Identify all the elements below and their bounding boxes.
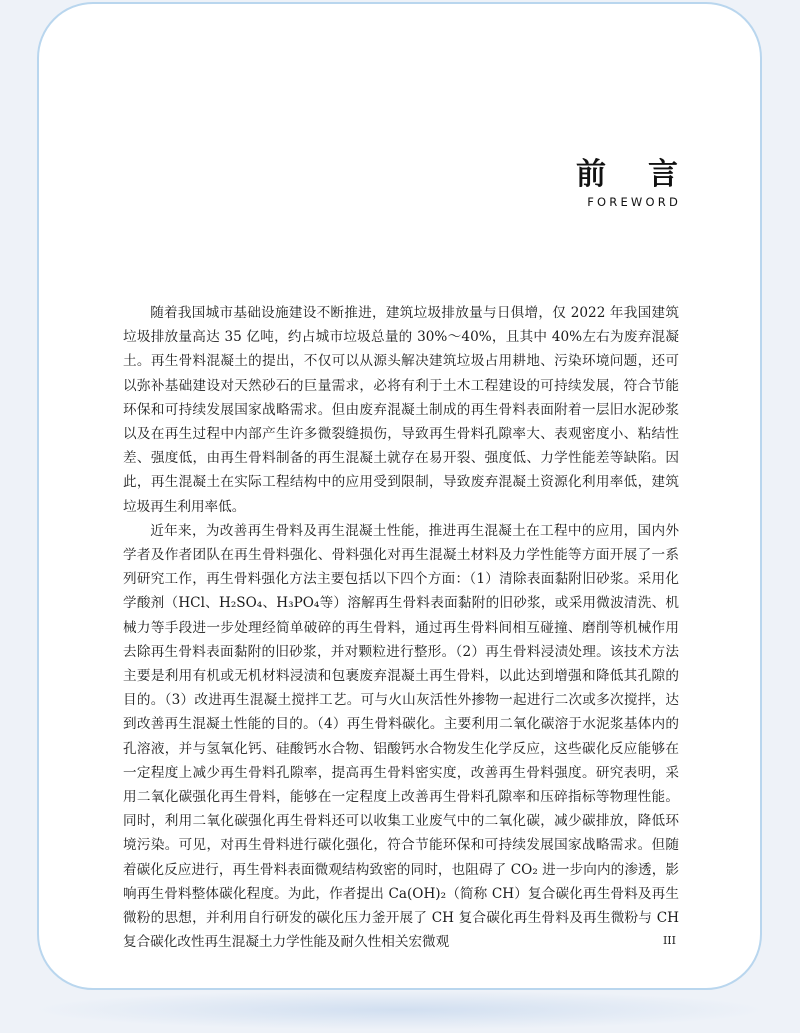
page-number: III [662,934,676,947]
heading-title-en: FOREWORD [587,195,681,209]
foreword-heading [576,157,720,209]
foreword-body [123,301,679,954]
heading-title-zh: 前言 [576,157,720,192]
page-shadow [30,990,770,1030]
paragraph-2: 近年来，为改善再生骨料及再生混凝土性能，推进再生混凝土在工程中的应用，国内外学者及作者团队在再生骨料强化、骨料强化对再生混凝土材料及力学性能等方面开展了一系列研究工作，再生骨料强化方法主要包括以下四个方面：（1）清除表面黏附旧砂浆。采用化学酸剂（HCl、H₂SO₄、H₃PO₄等）溶解再生骨料表面黏附的旧砂浆，或采用微波清洗、机械力等手段进一步处理经简单破碎的再生骨料，通过再生骨料间相互碰撞、磨削等机械作用去除再生骨料表面黏附的旧砂浆，并对颗粒进行整形。（2）再生骨料浸渍处理。该技术方法主要是利用有机或无机材料浸渍和包裹废弃混凝土再生骨料，以此达到增强和降低其孔隙的目的。（3）改进再生混凝土搅拌工艺。可与火山灰活性外掺物一起进行二次或多次搅拌，达到改善再生混凝土性能的目的。（4）再生骨料碳化。主要利用二氧化碳溶于水泥浆基体内的孔溶液，并与氢氧化钙、硅酸钙水合物、铝酸钙水合物发生化学反应，这些碳化反应能够在一定程度上减少再生骨料孔隙率，提高再生骨料密实度，改善再生骨料强度。研究表明，采用二氧化碳强化再生骨料，能够在一定程度上改善再生骨料孔隙率和压碎指标等物理性能。同时，利用二氧化碳强化再生骨料还可以收集工业废气中的二氧化碳，减少碳排放，降低环境污染。可见，对再生骨料进行碳化强化，符合节能环保和可持续发展国家战略需求。但随着碳化反应进行，再生骨料表面微观结构致密的同时，也阻碍了 CO₂ 进一步向内的渗透，影响再生骨料整体碳化程度。为此，作者提出 Ca(OH)₂（简称 CH）复合碳化再生骨料及再生微粉的思想，并利用自行研发的碳化压力釜开展了 CH 复合碳化再生骨料及再生微粉与 CH 复合碳化改性再生混凝土力学性能及耐久性相关宏微观 [123,522,679,951]
paragraph-1: 随着我国城市基础设施建设不断推进，建筑垃圾排放量与日俱增，仅 2022 年我国建筑垃圾排放量高达 35 亿吨，约占城市垃圾总量的 30%～40%，且其中 40%左右为废弃混凝土。再生骨料混凝土的提出，不仅可以从源头解决建筑垃圾占用耕地、污染环境问题，还可以弥补基础建设对天然砂石的巨量需求，必将有利于土木工程建设的可持续发展，符合节能环保和可持续发展国家战略需求。但由废弃混凝土制成的再生骨料表面附着一层旧水泥砂浆以及在再生过程中内部产生许多微裂缝损伤，导致再生骨料孔隙率大、表观密度小、粘结性差、强度低，由再生骨料制备的再生混凝土就存在易开裂、强度低、力学性能差等缺陷。因此，再生混凝土在实际工程结构中的应用受到限制，导致废弃混凝土资源化利用率低，建筑垃圾再生利用率低。 [123,305,679,515]
